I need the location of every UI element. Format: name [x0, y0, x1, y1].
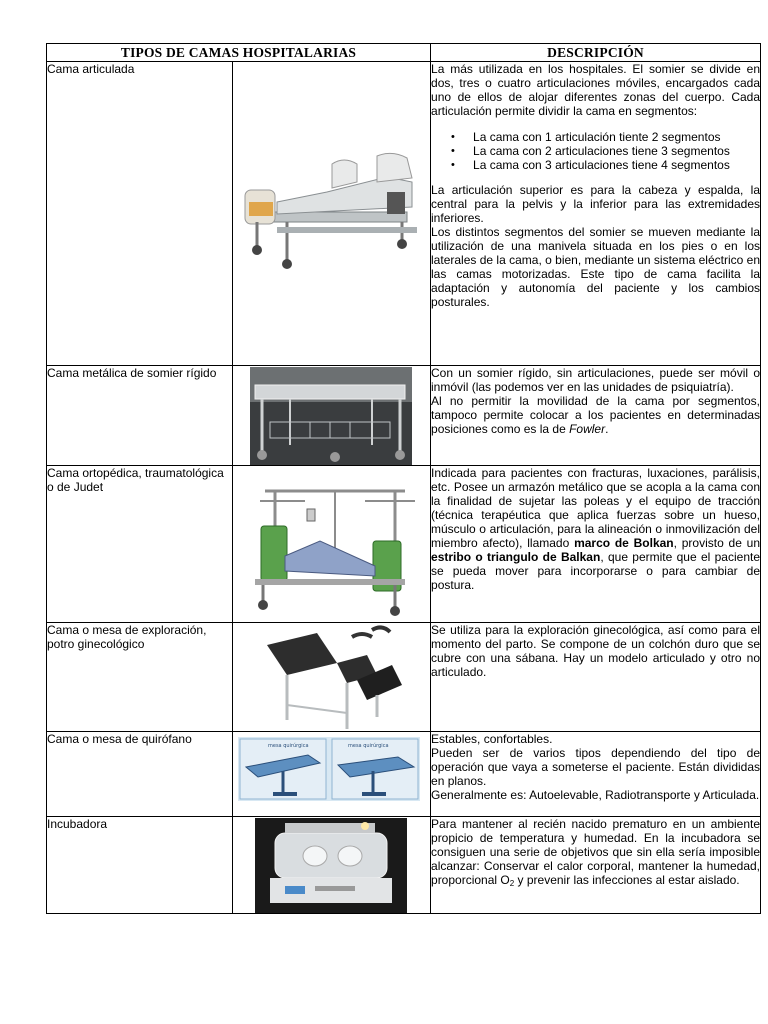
- bed-image-cell: [233, 62, 431, 366]
- bed-description: [431, 732, 761, 817]
- table-row: [47, 817, 761, 914]
- bed-image-cell: [233, 366, 431, 466]
- bed-name: Cama ortopédica, traumatológica o de Judet: [47, 466, 233, 623]
- incubator-icon: [255, 818, 407, 913]
- table-row: [47, 366, 761, 466]
- bed-description: [431, 623, 761, 732]
- bed-name: Cama o mesa de exploración, potro ginecológico: [47, 623, 233, 732]
- list-item: • La cama con 3 articulaciones tiene 4 segmentos: [473, 158, 760, 172]
- list-item: • La cama con 2 articulaciones tiene 3 segmentos: [473, 144, 760, 158]
- bed-image-cell: [233, 466, 431, 623]
- hospital-beds-table: [46, 43, 761, 914]
- table-row: [47, 466, 761, 623]
- description-paragraph: Para mantener al recién nacido prematuro en un ambiente propicio de temperatura y humedad. En la incubadora se consiguen una serie de objetivos que sin ella sería imposible alcanzar: Conservar el calor corporal, mantener la humedad, proporcional $O_2$ y prevenir las infecciones al estar aislado.: [431, 817, 761, 888]
- image-caption: mesa quirúrgica: [348, 743, 389, 749]
- image-caption: mesa quirúrgica: [268, 743, 309, 749]
- bed-description: [431, 366, 761, 466]
- description-paragraph: Estables, confortables.: [431, 732, 553, 746]
- bed-name: Incubadora: [47, 817, 233, 914]
- description-paragraph: Al no permitir la movilidad de la cama por segmentos, tampoco permite colocar a los pacientes en determinadas posiciones como es la de Fowler.: [431, 394, 761, 436]
- description-paragraph: Generalmente es: Autoelevable, Radiotransporte y Articulada.: [431, 788, 760, 802]
- bed-description: [431, 817, 761, 914]
- description-paragraph: Se utiliza para la exploración ginecológica, así como para el momento del parto. Se compone de un colchón duro que se cubre con una sábana. Hay un modelo articulado y otro no articulado.: [431, 623, 761, 679]
- operating-table-icon: [238, 737, 420, 801]
- header-description: DESCRIPCIÓN: [431, 44, 761, 62]
- articulated-bed-icon: [237, 152, 427, 272]
- description-paragraph: Los distintos segmentos del somier se mueven mediante la utilización de una manivela situada en los pies o en los laterales de la cama, o bien, mediante un sistema eléctrico en las camas motorizadas. Este tipo de cama facilita la adaptación y autonomía del paciente y los cambios posturales.: [431, 225, 761, 309]
- table-header-row: [47, 44, 761, 62]
- description-paragraph: La articulación superior es para la cabeza y espalda, la central para la pelvis y la inferior para las extremidades inferiores.: [431, 183, 761, 225]
- bed-image-cell: [233, 623, 431, 732]
- list-item: • La cama con 1 articulación tiente 2 segmentos: [473, 130, 760, 144]
- table-row: [47, 62, 761, 366]
- bed-name: Cama articulada: [47, 62, 233, 366]
- bed-name: Cama metálica de somier rígido: [47, 366, 233, 466]
- orthopedic-bed-icon: [245, 471, 420, 621]
- description-paragraph: La más utilizada en los hospitales. El somier se divide en dos, tres o cuatro articulaciones móviles, encargados cada uno de ellos de alojar diferentes zonas del cuerpo. Cada articulación permite dividir la cama en segmentos:: [431, 62, 761, 118]
- table-row: [47, 623, 761, 732]
- description-paragraph: Con un somier rígido, sin articulaciones, puede ser móvil o inmóvil (las podemos ver en las unidades de psiquiatría).: [431, 366, 761, 394]
- bed-description: [431, 466, 761, 623]
- bed-name: Cama o mesa de quirófano: [47, 732, 233, 817]
- bed-description: [431, 62, 761, 366]
- header-bed-types: TIPOS DE CAMAS HOSPITALARIAS: [47, 44, 431, 62]
- rigid-metal-bed-icon: [250, 367, 412, 465]
- bed-image-cell: [233, 817, 431, 914]
- description-paragraph: Pueden ser de varios tipos dependiendo del tipo de operación que vaya a someterse el paciente. Están divididas en planos.: [431, 746, 761, 788]
- table-row: [47, 732, 761, 817]
- gynecological-table-icon: [257, 625, 407, 731]
- segments-list: [431, 130, 760, 172]
- description-paragraph: Indicada para pacientes con fracturas, luxaciones, parálisis, etc. Posee un armazón metálico que se acopla a la cama con la finalidad de sujetar las poleas y el equipo de tracción (técnica terapéutica que aplica fuerzas sobre un hueso, músculo o articulación, para la alineación o inmovilización del miembro afecto), llamado marco de Bolkan, provisto de un estribo o triangulo de Balkan, que permite que el paciente se pueda mover para incorporarse o para cambiar de postura.: [431, 466, 761, 592]
- bed-image-cell: [233, 732, 431, 817]
